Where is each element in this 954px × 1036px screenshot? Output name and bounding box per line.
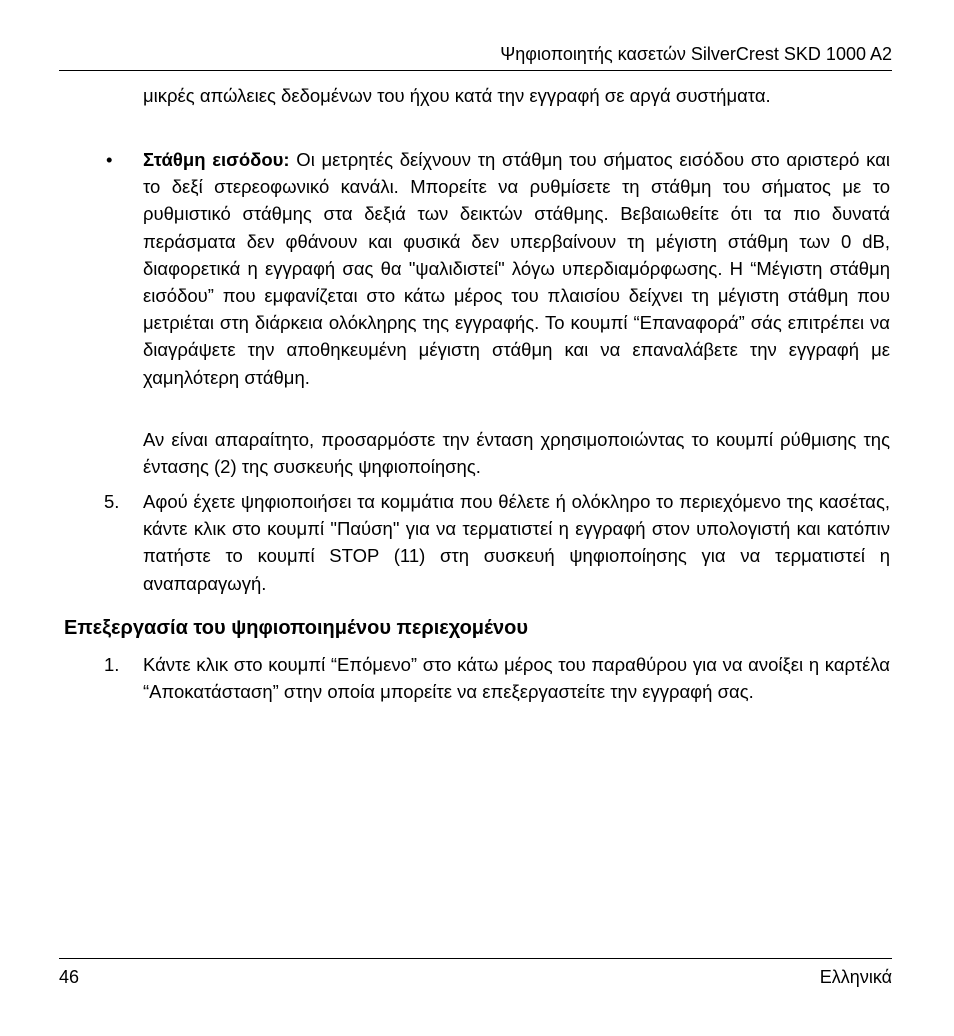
step-1-text: Κάντε κλικ στο κουμπί “Επόμενο” στο κάτω μέρος του παραθύρου για να ανοίξει η καρτέλα “Αποκατάσταση” στην οποία μπορείτε να επεξεργαστείτε την εγγραφή σας. xyxy=(143,654,890,703)
step-5-number: 5. xyxy=(104,491,120,512)
input-level-text: Οι μετρητές δείχνουν τη στάθμη του σήματος εισόδου στο αριστερό και το δεξί στερεοφωνικό κανάλι. Μπορείτε να ρυθμίσετε τη στάθμη του σήματος με το ρυθμιστικό στάθμης στα δεξιά των δεικτών στάθμης. Βεβαιωθείτε ότι τα πιο δυνατά περάσματα δεν φθάνουν και φυσικά δεν υπερβαίνουν τη μέγιστη στάθμη των 0 dB, διαφορετικά η εγγραφή σας θα "ψαλιδιστεί" λόγω υπερδιαμόρφωσης. Η “Μέγιστη στάθμη εισόδου” που εμφανίζεται στο κάτω μέρος του πλαισίου δείχνει τη μέγιστη στάθμη που μετριέται στη διάρκεια ολόκληρης της εγγραφής. Το κουμπί “Επαναφορά” σάς επιτρέπει να διαγράψετε την αποθηκευμένη μέγιστη στάθμη και να επαναλάβετε την εγγραφή με χαμηλότερη στάθμη. xyxy=(143,149,891,388)
section-heading: Επεξεργασία του ψηφιοποιημένου περιεχομένου xyxy=(64,617,529,639)
page-footer xyxy=(59,958,892,989)
input-level-paragraph xyxy=(143,146,890,391)
page-header xyxy=(59,40,892,71)
step-1-number: 1. xyxy=(104,654,120,675)
input-level-label: Στάθμη εισόδου: xyxy=(143,149,290,170)
language-label: Ελληνικά xyxy=(819,967,892,987)
step-5-text: Αφού έχετε ψηφιοποιήσει τα κομμάτια που θέλετε ή ολόκληρο το περιεχόμενο της κασέτας, κάντε κλικ στο κουμπί "Παύση" για να τερματιστεί η εγγραφή στον υπολογιστή και κατόπιν πατήστε το κουμπί STOP (11) στη συσκευή ψηφιοποίησης για να τερματιστεί η αναπαραγωγή. xyxy=(143,491,890,594)
page-number: 46 xyxy=(59,967,80,987)
intro-paragraph: μικρές απώλειες δεδομένων του ήχου κατά την εγγραφή σε αργά συστήματα. xyxy=(143,85,771,106)
document-title: Ψηφιοποιητής κασετών SilverCrest SKD 1000 A2 xyxy=(500,44,892,64)
bullet-marker: • xyxy=(106,149,113,170)
volume-paragraph: Αν είναι απαραίτητο, προσαρμόστε την ένταση χρησιμοποιώντας το κουμπί ρύθμισης της έντασης (2) της συσκευής ψηφιοποίησης. xyxy=(143,429,890,478)
